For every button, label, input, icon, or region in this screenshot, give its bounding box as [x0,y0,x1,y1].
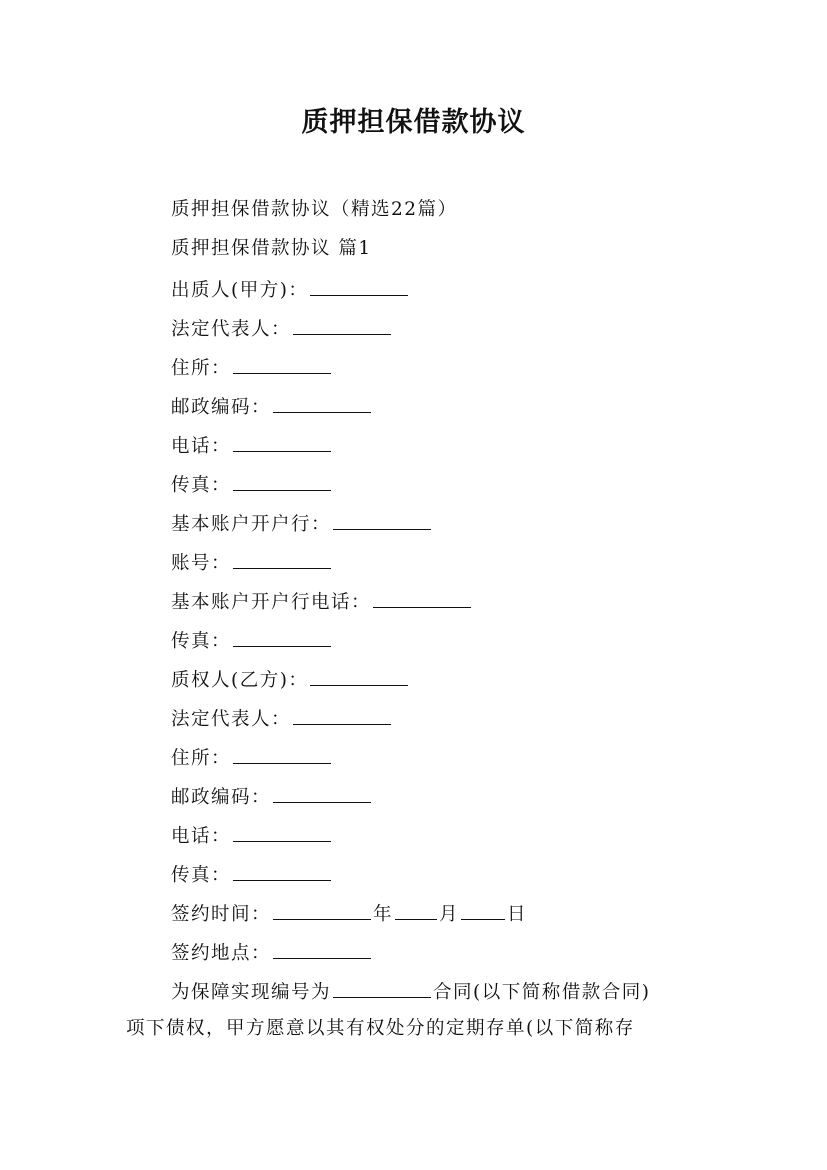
field-party-a-bank [126,507,706,546]
field-party-a-bank-fax [126,624,706,663]
field-label: 传真： [171,631,232,652]
fill-blank [233,624,331,647]
field-label: 基本账户开户行电话： [171,592,372,613]
field-pledgee [126,663,706,702]
fill-blank [273,390,371,413]
field-party-a-phone [126,429,706,468]
field-label: 签约时间： [171,904,272,925]
body-paragraph-line-2: 项下债权，甲方愿意以其有权处分的定期存单(以下简称存 [126,1018,635,1039]
field-label: 基本账户开户行： [171,514,332,535]
fill-blank [395,897,437,920]
fill-blank [293,312,391,335]
fill-blank [373,585,471,608]
paragraph-text: 为保障实现编号为 [171,982,332,1003]
field-party-a-legal-rep [126,312,706,351]
document-body [126,195,706,1053]
year-label: 年 [373,904,394,925]
fill-blank [310,663,408,686]
section-heading: 质押担保借款协议 篇1 [171,238,372,259]
fill-blank [233,858,331,881]
field-party-b-address [126,741,706,780]
field-party-a-bank-phone [126,585,706,624]
fill-blank [233,429,331,452]
month-label: 月 [439,904,460,925]
fill-blank [333,975,431,998]
fill-blank [233,468,331,491]
field-signing-place [126,936,706,975]
field-label: 邮政编码： [171,787,272,808]
field-label: 住所： [171,748,232,769]
field-label: 法定代表人： [171,319,292,340]
field-party-b-legal-rep [126,702,706,741]
field-label: 出质人(甲方)： [171,280,309,301]
fill-blank [233,351,331,374]
fill-blank [233,546,331,569]
field-label: 电话： [171,436,232,457]
field-party-b-fax [126,858,706,897]
document-subtitle: 质押担保借款协议（精选22篇） [171,199,458,220]
field-party-a-address [126,351,706,390]
field-label: 法定代表人： [171,709,292,730]
fill-blank [333,507,431,530]
field-label: 住所： [171,358,232,379]
field-party-b-phone [126,819,706,858]
field-party-b-postcode [126,780,706,819]
field-label: 电话： [171,826,232,847]
fill-blank [293,702,391,725]
field-signing-time [126,897,706,936]
fill-blank [310,273,408,296]
fill-blank [273,780,371,803]
fill-blank [273,897,371,920]
field-label: 传真： [171,475,232,496]
fill-blank [233,819,331,842]
field-label: 账号： [171,553,232,574]
field-label: 邮政编码： [171,397,272,418]
fill-blank [273,936,371,959]
field-party-a-fax [126,468,706,507]
field-label: 签约地点： [171,943,272,964]
field-label: 传真： [171,865,232,886]
field-label: 质权人(乙方)： [171,670,309,691]
fill-blank [461,897,505,920]
document-title: 质押担保借款协议 [301,107,526,138]
paragraph-text: 合同(以下简称借款合同) [433,982,651,1003]
field-party-a-postcode [126,390,706,429]
body-paragraph-line-1 [126,975,706,1014]
field-pledgor [126,273,706,312]
day-label: 日 [507,904,528,925]
fill-blank [233,741,331,764]
field-party-a-account [126,546,706,585]
